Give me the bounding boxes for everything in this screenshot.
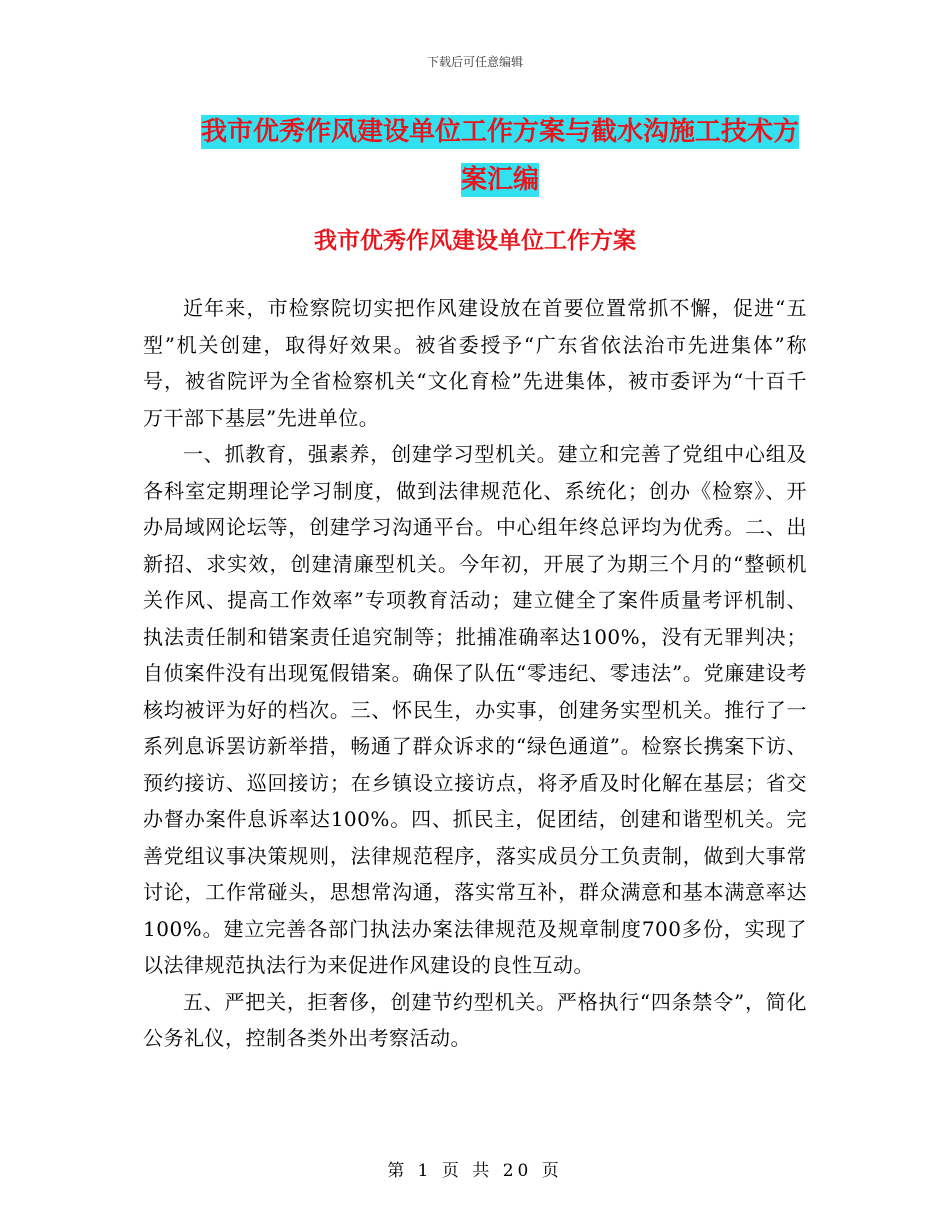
paragraph-frugal: 五、严把关，拒奢侈，创建节约型机关。严格执行“四条禁令”，简化公务礼仪，控制各类外出考察活动。 [143,989,807,1050]
section-title: 我市优秀作风建设单位工作方案 [314,228,636,254]
header-note: 下载后可任意编辑 [426,55,523,69]
paragraph-sections: 一、抓教育，强素养，创建学习型机关。建立和完善了党组中心组及各科室定期理论学习制度，做到法律规范化、系统化；创办《检察》、开办局域网论坛等，创建学习沟通平台。中心组年终总评均为优秀。二、出新招、求实效，创建清廉型机关。今年初，开展了为期三个月的“整顿机关作风、提高工作效率”专项教育活动；建立健全了案件质量考评机制、执法责任制和错案责任追究制等；批捕准确率达100%，没有无罪判决；自侦案件没有出现冤假错案。确保了队伍“零违纪、零违法”。党廉建设考核均被评为好的档次。三、怀民生，办实事，创建务实型机关。推行了一系列息诉罢访新举措，畅通了群众诉求的“绿色通道”。检察长携案下访、预约接访、巡回接访；在乡镇设立接访点，将矛盾及时化解在基层；省交办督办案件息诉率达100%。四、抓民主，促团结，创建和谐型机关。完善党组议事决策规则，法律规范程序，落实成员分工负责制，做到大事常讨论，工作常碰头，思想常沟通，落实常互补，群众满意和基本满意率达100%。建立完善各部门执法办案法律规范及规章制度700多份，实现了以法律规范执法行为来促进作风建设的良性互动。 [143,442,807,977]
page-footer: 第 1 页 共 20 页 [387,1161,563,1181]
main-title [190,108,810,204]
main-title-line2: 案汇编 [460,165,539,195]
document-body [143,290,807,1057]
paragraph-intro: 近年来，市检察院切实把作风建设放在首要位置常抓不懈，促进“五型”机关创建，取得好效果。被省委授予“广东省依法治市先进集体”称号，被省院评为全省检察机关“文化育检”先进集体，被市委评为“十百千万干部下基层”先进单位。 [143,296,807,430]
main-title-line1: 我市优秀作风建设单位工作方案与截水沟施工技术方 [200,117,799,147]
